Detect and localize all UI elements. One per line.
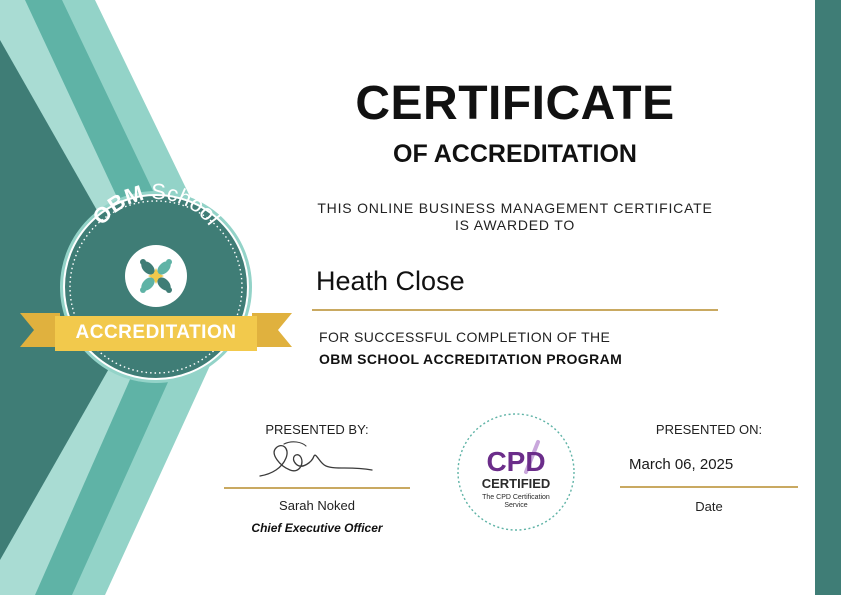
award-intro-line1: THIS ONLINE BUSINESS MANAGEMENT CERTIFICATE (317, 200, 713, 216)
flower-emblem-icon (125, 245, 187, 307)
cpd-certified-seal (456, 412, 576, 532)
presented-date: March 06, 2025 (629, 456, 734, 473)
program-name: OBM SCHOOL ACCREDITATION PROGRAM (319, 351, 623, 367)
cpd-logo-text: CPD (486, 446, 546, 477)
award-intro (290, 200, 740, 234)
cpd-service-line1: The CPD Certification (482, 494, 550, 501)
presenter-name: Sarah Noked (279, 498, 355, 513)
award-intro-line2: IS AWARDED TO (454, 217, 576, 233)
certificate-title: CERTIFICATE (355, 77, 675, 130)
presented-by-heading: PRESENTED BY: (265, 422, 369, 437)
badge-brand-light: School (150, 178, 226, 230)
certificate-subtitle: OF ACCREDITATION (393, 140, 637, 168)
presenter-role: Chief Executive Officer (251, 521, 383, 535)
signature-line (224, 487, 410, 489)
badge-brand-bold: OBM (87, 180, 147, 230)
recipient-underline (312, 309, 718, 311)
date-label: Date (695, 499, 723, 514)
cpd-service-line2: Service (504, 502, 528, 509)
date-line (620, 486, 798, 488)
cpd-certified-text: CERTIFIED (481, 476, 551, 491)
recipient-name: Heath Close (316, 266, 465, 296)
signature-image (250, 436, 380, 486)
badge-ribbon-text: ACCREDITATION (75, 322, 237, 343)
presented-on-heading: PRESENTED ON: (655, 422, 763, 437)
completion-text: FOR SUCCESSFUL COMPLETION OF THE (319, 329, 611, 345)
